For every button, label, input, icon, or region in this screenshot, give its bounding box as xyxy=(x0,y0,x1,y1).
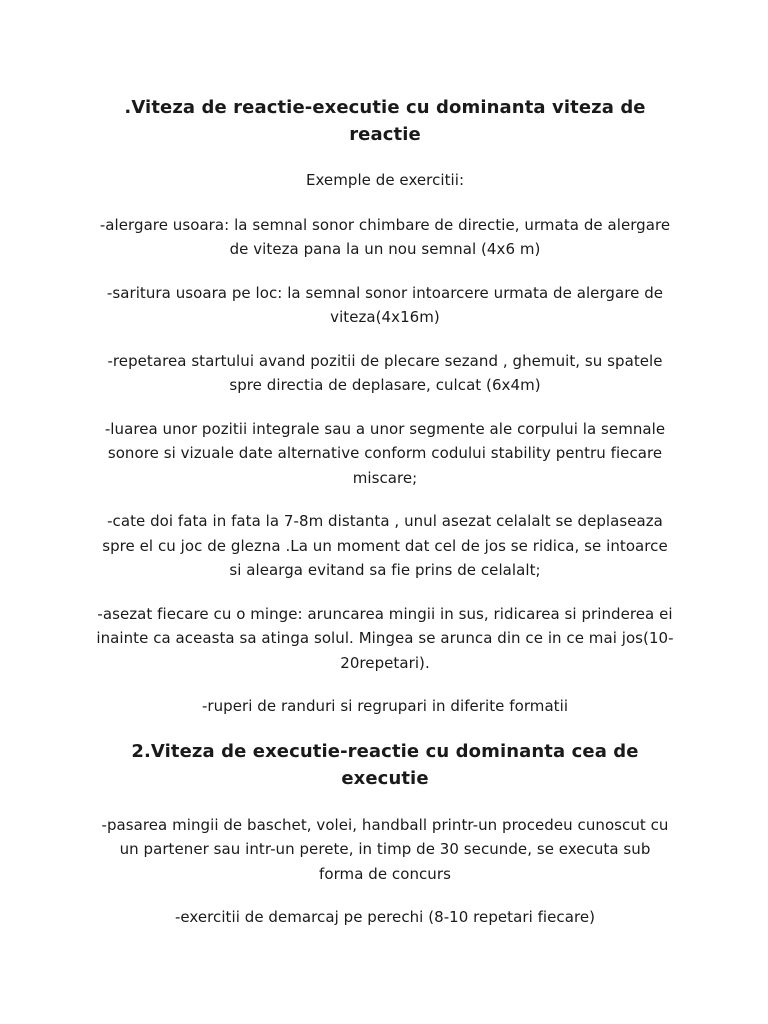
exercise-item: -cate doi fata in fata la 7-8m distanta , unul asezat celalalt se deplaseaza spre el cu joc de glezna .La un moment dat cel de jos se ridica, se intoarce si alearga evitand sa fie prins de celalalt; xyxy=(102,512,668,579)
section-1-intro: Exemple de exercitii: xyxy=(305,171,465,189)
document-page xyxy=(96,94,674,949)
exercise-item: -pasarea mingii de baschet, volei, handball printr-un procedeu cunoscut cu un partener sau intr-un perete, in timp de 30 secunde, se executa sub forma de concurs xyxy=(101,815,669,883)
section-2-heading: 2.Viteza de executie-reactie cu dominanta cea de executie xyxy=(131,740,639,789)
exercise-item: -saritura usoara pe loc: la semnal sonor intoarcere urmata de alergare de viteza(4x16m) xyxy=(106,283,664,326)
exercise-item: -repetarea startului avand pozitii de plecare sezand , ghemuit, su spatele spre directia de deplasare, culcat (6x4m) xyxy=(107,351,663,394)
exercise-item: -ruperi de randuri si regrupari in diferite formatii xyxy=(201,697,569,715)
exercise-item: -luarea unor pozitii integrale sau a unor segmente ale corpului la semnale sonore si vizuale date alternative conform codului stability pentru fiecare miscare; xyxy=(104,419,666,487)
section-1-heading-line-1: .Viteza de reactie-executie cu dominanta viteza de reactie xyxy=(124,97,646,145)
section-1-heading xyxy=(96,94,674,148)
exercise-item: -asezat fiecare cu o minge: aruncarea mingii in sus, ridicarea si prinderea ei inainte ca aceasta sa atinga solul. Mingea se arunca din ce in ce mai jos(10-20repetari). xyxy=(96,604,674,672)
exercise-item: -alergare usoara: la semnal sonor chimbare de directie, urmata de alergare de viteza pana la un nou semnal (4x6 m) xyxy=(99,215,671,258)
exercise-item: -exercitii de demarcaj pe perechi (8-10 repetari fiecare) xyxy=(174,908,596,926)
